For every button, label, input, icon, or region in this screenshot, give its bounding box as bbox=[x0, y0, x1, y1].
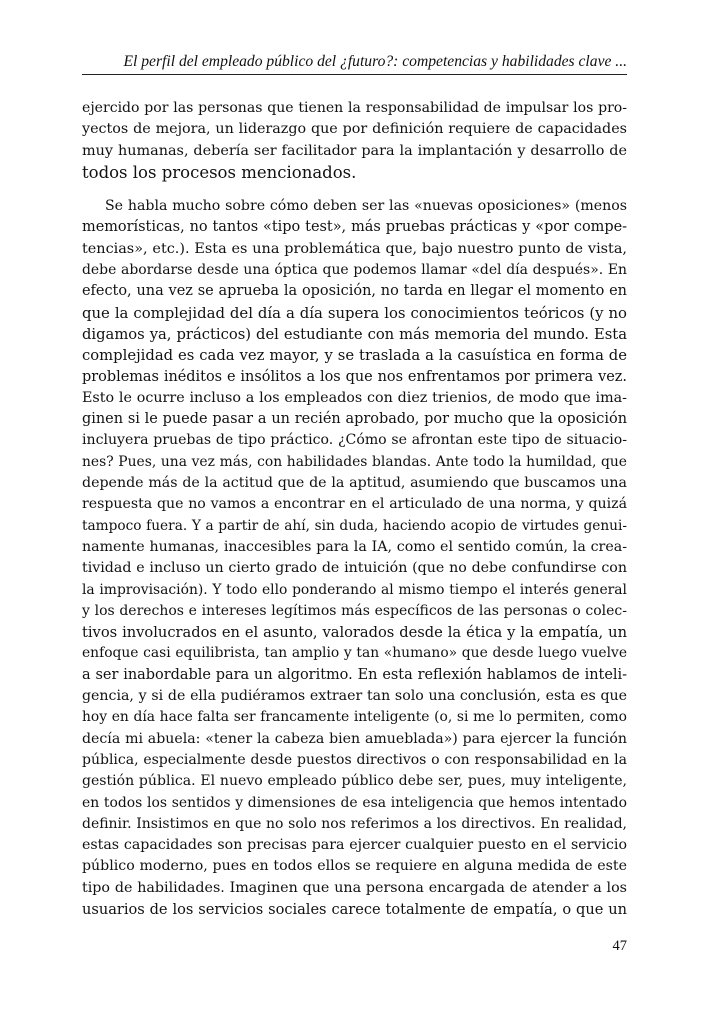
text-line: debe abordarse desde una óptica que podemos llamar «del día después». En bbox=[82, 262, 627, 279]
text-line: problemas inéditos e insólitos a los que nos enfrentamos por primera vez. bbox=[82, 368, 627, 385]
text-line: yectos de mejora, un liderazgo que por definición requiere de capacidades bbox=[82, 121, 627, 138]
text-line: todos los procesos mencionados. bbox=[82, 162, 357, 182]
text-line: efecto, una vez se aprueba la oposición, no tarda en llegar el momento en bbox=[82, 283, 627, 300]
text-line: Esto le ocurre incluso a los empleados con diez trienios, de modo que ima- bbox=[82, 389, 627, 406]
text-line: nes? Pues, una vez más, con habilidades blandas. Ante todo la humildad, que bbox=[82, 453, 627, 470]
text-line: que la complejidad del día a día supera los conocimientos teóricos (y no bbox=[82, 303, 627, 322]
text-line: público moderno, pues en todos ellos se requiere en alguna medida de este bbox=[82, 858, 627, 875]
text-line: incluyera pruebas de tipo práctico. ¿Cómo se afrontan este tipo de situacio- bbox=[82, 432, 627, 449]
text-line: complejidad es cada vez mayor, y se traslada a la casuística en forma de bbox=[82, 347, 627, 365]
text-line: pública, especialmente desde puestos directivos o con responsabilidad en la bbox=[82, 751, 627, 768]
text-line: digamos ya, prácticos) del estudiante con más memoria del mundo. Esta bbox=[82, 325, 627, 343]
text-line: definir. Insistimos en que no solo nos referimos a los directivos. En realidad, bbox=[82, 815, 627, 832]
text-line: decía mi abuela: «tener la cabeza bien amueblada») para ejercer la función bbox=[82, 730, 627, 747]
text-line: enfoque casi equilibrista, tan amplio y tan «humano» que desde luego vuelve bbox=[82, 645, 627, 662]
text-line: y los derechos e intereses legítimos más específicos de las personas o colec- bbox=[82, 602, 627, 619]
body-text bbox=[82, 98, 627, 933]
text-line: tivos involucrados en el asunto, valorados desde la ética y la empatía, un bbox=[82, 624, 627, 642]
text-line: tampoco fuera. Y a partir de ahí, sin duda, haciendo acopio de virtudes genui- bbox=[82, 517, 627, 534]
text-line: gestión pública. El nuevo empleado público debe ser, pues, muy inteligente, bbox=[82, 773, 627, 790]
text-line: depende más de la actitud que de la aptitud, asumiendo que buscamos una bbox=[82, 475, 627, 492]
text-line: Se habla mucho sobre cómo deben ser las «nuevas oposiciones» (menos bbox=[105, 198, 627, 215]
text-line: la improvisación). Y todo ello ponderando al mismo tiempo el interés general bbox=[82, 581, 627, 598]
text-line: usuarios de los servicios sociales carece totalmente de empatía, o que un bbox=[82, 900, 627, 918]
text-line: gencia, y si de ella pudiéramos extraer tan solo una conclusión, esta es que bbox=[82, 688, 627, 705]
text-line: ejercido por las personas que tienen la responsabilidad de impulsar los pro- bbox=[82, 100, 627, 116]
text-line: estas capacidades son precisas para ejercer cualquier puesto en el servicio bbox=[82, 837, 627, 854]
text-line: namente humanas, inaccesibles para la IA, como el sentido común, la crea- bbox=[82, 538, 627, 555]
text-line: memorísticas, no tantos «tipo test», más pruebas prácticas y «por compe- bbox=[82, 219, 627, 236]
text-line: a ser inabordable para un algoritmo. En esta reflexión hablamos de inteli- bbox=[82, 666, 627, 683]
page-number: 47 bbox=[612, 938, 627, 954]
header-divider bbox=[82, 74, 627, 75]
paragraph bbox=[82, 196, 627, 920]
running-header: El perfil del empleado público del ¿futuro?: competencias y habilidades clave ... bbox=[123, 53, 627, 70]
text-line: en todos los sentidos y dimensiones de esa inteligencia que hemos intentado bbox=[82, 794, 627, 811]
text-line: tividad e incluso un cierto grado de intuición (que no debe confundirse con bbox=[82, 560, 627, 577]
text-line: ginen si le puede pasar a un recién aprobado, por mucho que la oposición bbox=[82, 411, 627, 428]
text-line: muy humanas, debería ser facilitador para la implantación y desarrollo de bbox=[82, 142, 627, 159]
paragraph bbox=[82, 98, 627, 183]
text-line: tencias», etc.). Esta es una problemática que, bajo nuestro punto de vista, bbox=[82, 240, 627, 257]
text-line: hoy en día hace falta ser francamente inteligente (o, si me lo permiten, como bbox=[82, 709, 627, 726]
text-line: respuesta que no vamos a encontrar en el articulado de una norma, y quizá bbox=[82, 496, 627, 513]
text-line: tipo de habilidades. Imaginen que una persona encargada de atender a los bbox=[82, 879, 627, 896]
